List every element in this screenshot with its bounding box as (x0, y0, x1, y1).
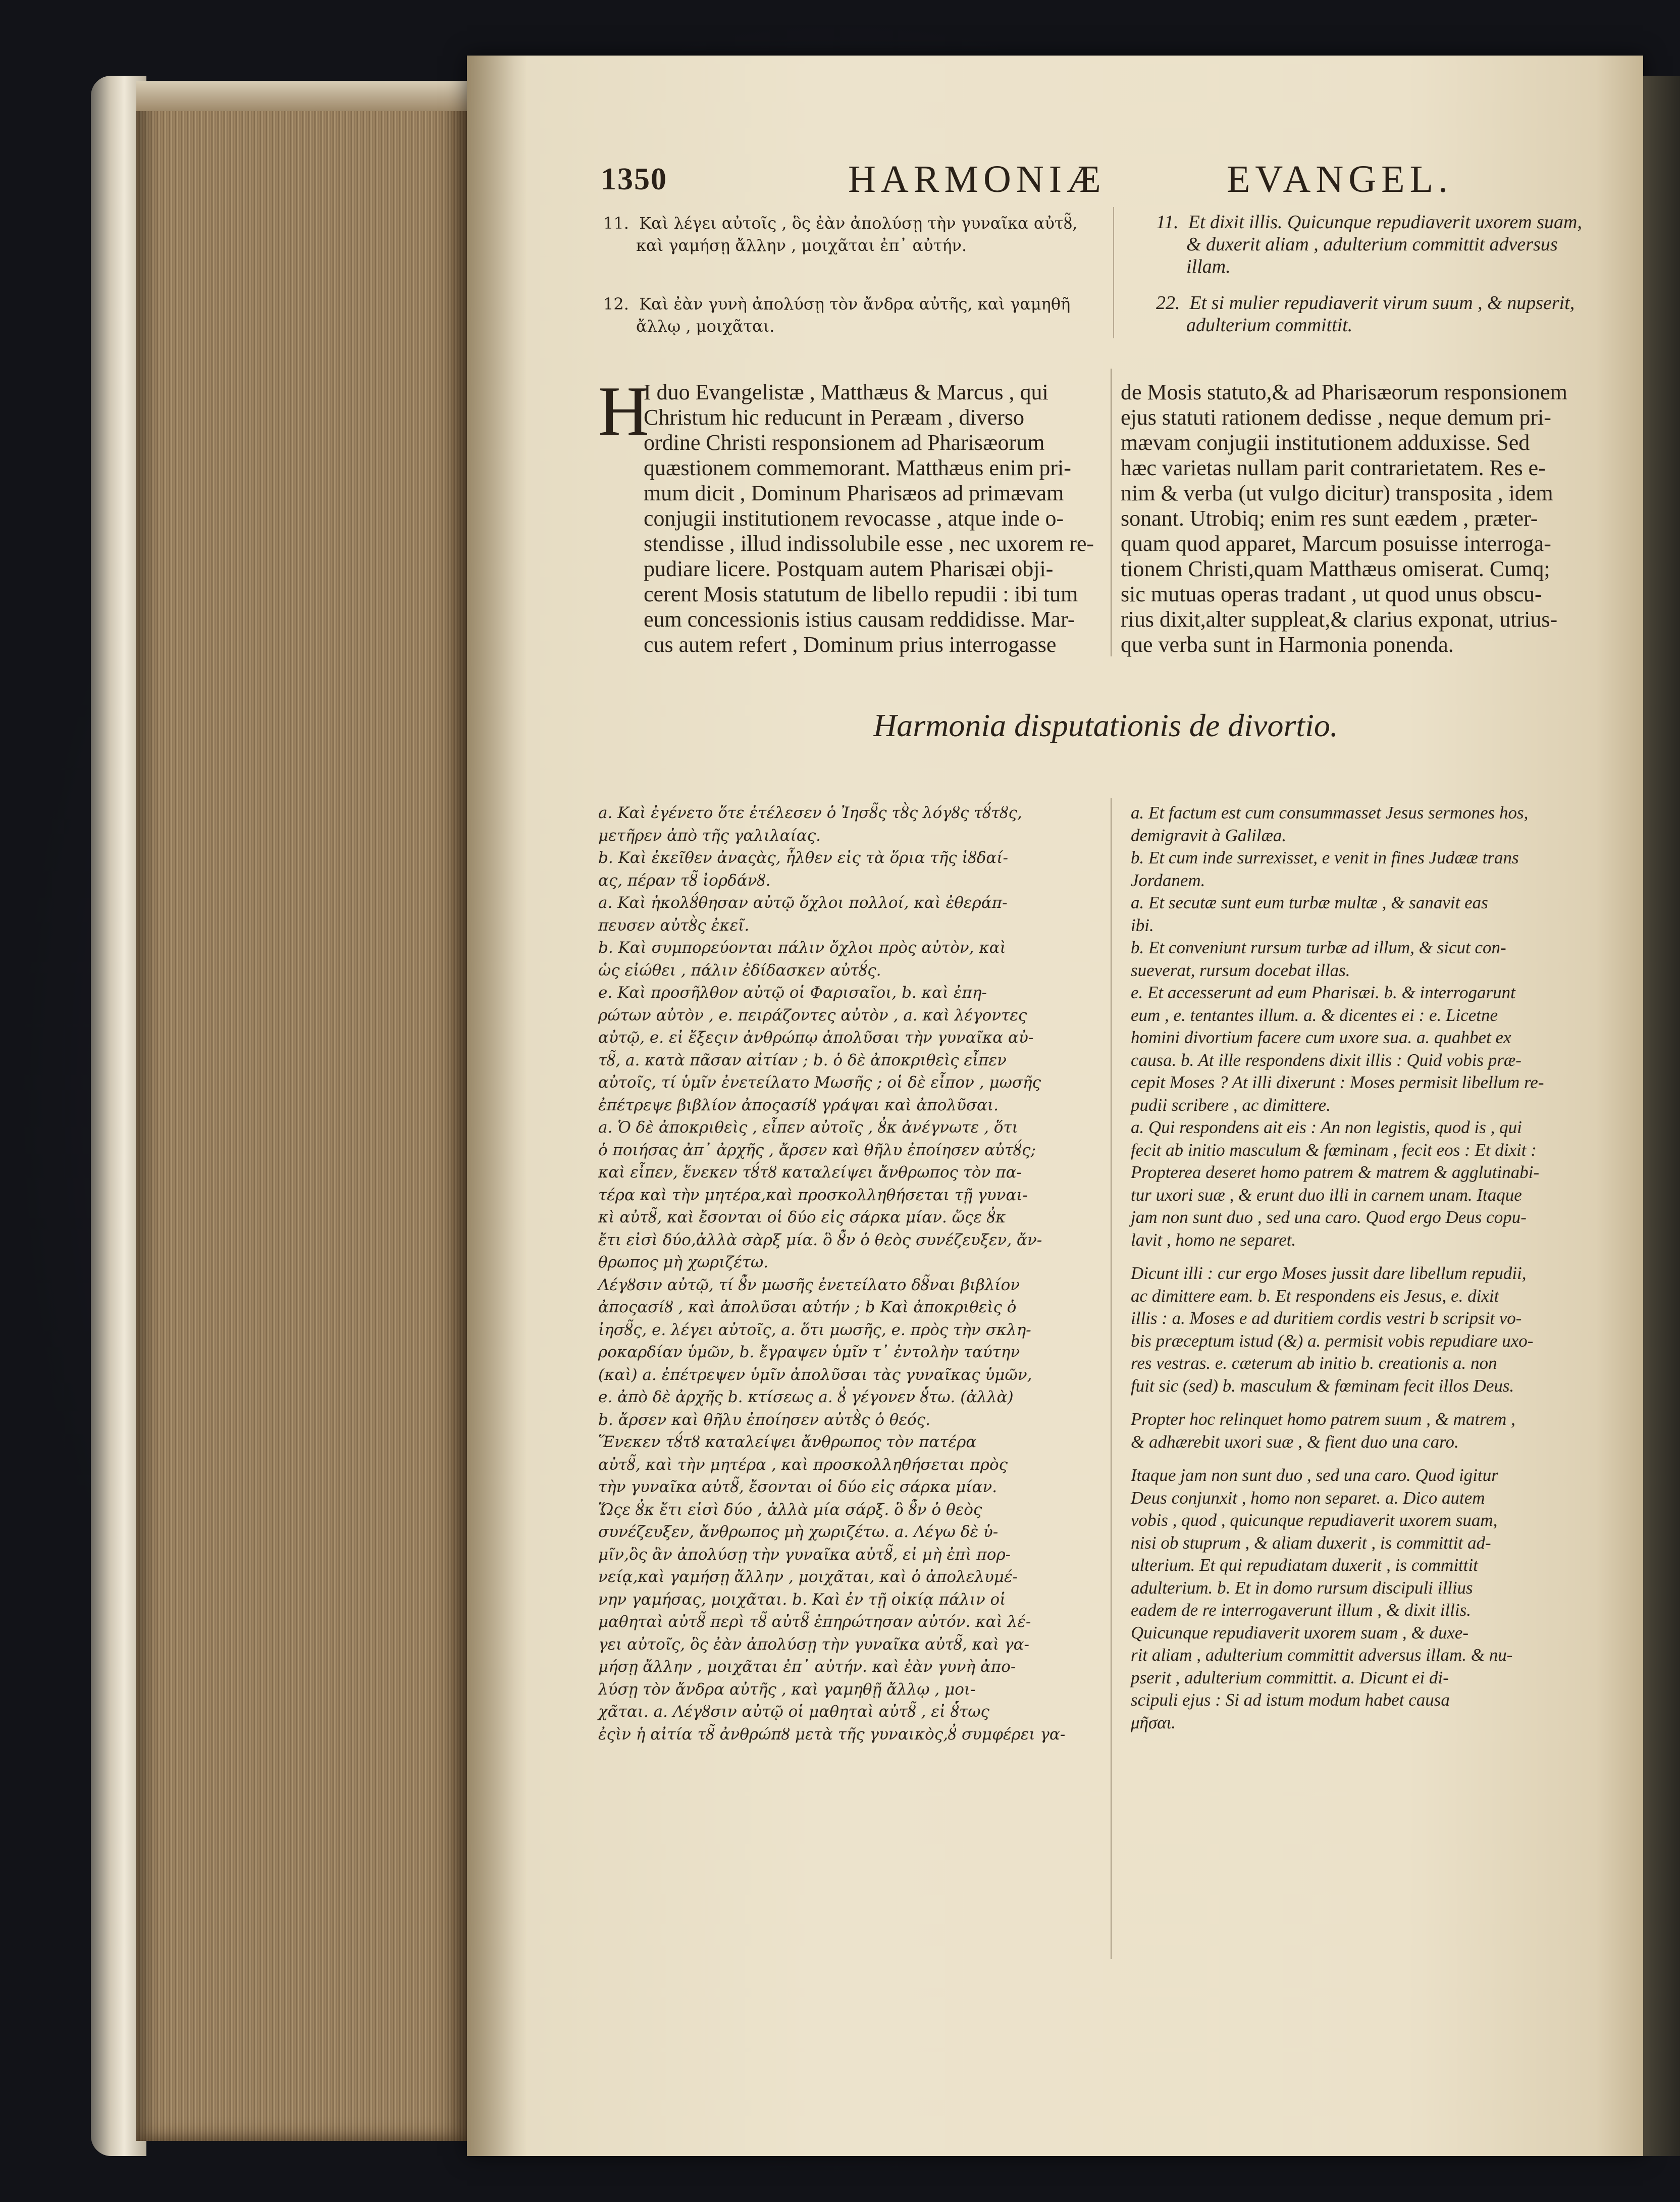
verse-line: & duxerit aliam , adulterium committit adversus (1186, 234, 1558, 255)
verse-greek-12 (603, 293, 1070, 315)
verse-line: ἄλλῳ , μοιχᾶται. (636, 317, 775, 336)
text-line (1131, 1453, 1544, 1464)
text-line: ὡς εἰώθει , πάλιν ἐδίδασκεν αὐτȣ́ς. (598, 961, 881, 980)
commentary-left-column (644, 380, 1094, 657)
column-rule (1111, 369, 1112, 656)
verse-latin-11 (1156, 211, 1582, 233)
text-line: bis præceptum istud (&) a. permisit vobis repudiare uxo- (1131, 1330, 1534, 1351)
verse-number: 12. (603, 294, 629, 314)
text-line: rius dixit,alter suppleat,& clarius exponat, utrius- (1121, 607, 1558, 632)
text-line: ac dimittere eam. b. Et respondens eis Jesus, e. dixit (1131, 1286, 1499, 1306)
text-line: nisi ob stuprum , & aliam duxerit , is committit ad- (1131, 1532, 1491, 1553)
text-line: conjugii institutionem revocasse , atque inde o- (644, 506, 1064, 531)
verse-number: 11. (603, 214, 629, 233)
text-line: fecit ab initio masculum & fœminam , fecit eos : Et dixit : (1131, 1140, 1537, 1160)
text-line: νείᾳ,καὶ γαμήσῃ ἄλλην , μοιχᾶται, καὶ ὁ ἀπολελυμέ- (598, 1568, 1018, 1586)
text-line: hæc varietas nullam parit contrarietatem. Res e- (1121, 455, 1546, 480)
text-line: cepit Moses ? At illi dixerunt : Moses permisit libellum re- (1131, 1072, 1544, 1092)
running-head-left: HARMONIÆ (848, 158, 1106, 200)
text-line: τȣ̃, a. κατὰ πᾶσαν αἰτίαν ; b. ὁ δὲ ἀποκριθεὶς εἶπεν (598, 1051, 1007, 1069)
text-line: quæstionem commemorant. Matthæus enim pri- (644, 455, 1071, 480)
verse-line: adulterium committit. (1186, 315, 1353, 336)
text-line: ibi. (1131, 915, 1154, 935)
text-line: αὐτῷ, e. εἰ ἔξεςιν ἀνθρώπῳ ἀπολῦσαι τὴν γυναῖκα αὐ- (598, 1029, 1034, 1047)
text-line: ἐπέτρεψε βιβλίον ἀποςασίȣ γράψαι καὶ ἀπολῦσαι. (598, 1096, 999, 1114)
column-rule (1111, 798, 1112, 1959)
text-line: b. ἄρσεν καὶ θῆλυ ἐποίησεν αὐτȣ̀ς ὁ θεός. (598, 1410, 930, 1429)
text-line: ροκαρδίαν ὑμῶν, b. ἔγραψεν ὑμῖν τ᾽ ἐντολὴν ταύτην (598, 1343, 1020, 1361)
harmony-latin-column (1131, 802, 1544, 1734)
facing-page-edge (1643, 76, 1680, 2156)
verse-line: Καὶ λέγει αὐτοῖς , ὃς ἐὰν ἀπολύσῃ τὴν γυναῖκα αὐτȣ̃, (639, 214, 1078, 233)
text-line: (καὶ) a. ἐπέτρεψεν ὑμῖν ἀπολῦσαι τὰς γυναῖκας ὑμῶν, (598, 1365, 1032, 1384)
verse-line: Καὶ ἐὰν γυνὴ ἀπολύσῃ τὸν ἄνδρα αὐτῆς, καὶ γαμηθῆ (639, 294, 1071, 314)
text-line: fuit sic (sed) b. masculum & fœminam fecit illos Deus. (1131, 1375, 1514, 1396)
text-line: ejus statuti rationem dedisse , neque demum pri- (1121, 405, 1551, 430)
text-line: pudii scribere , ac dimittere. (1131, 1095, 1331, 1115)
harmony-greek-column (598, 802, 1065, 1746)
text-line: ὁ ποιήσας ἀπ᾽ ἀρχῆς , ἄρσεν καὶ θῆλυ ἐποίησεν αὐτȣ́ς; (598, 1141, 1036, 1159)
text-line: demigravit à Galilæa. (1131, 825, 1287, 845)
text-line: κὶ αὐτȣ̃, καὶ ἔσονται οἱ δύο εἰς σάρκα μίαν. ὥςε ȣ̓κ (598, 1208, 1006, 1226)
text-line: lavit , homo ne separet. (1131, 1230, 1296, 1250)
commentary-right-column (1121, 380, 1567, 657)
text-line: μήσῃ ἄλλην , μοιχᾶται ἐπ᾽ αὐτήν. καὶ ἐὰν γυνὴ ἀπο- (598, 1658, 1016, 1676)
text-line: e. Καὶ προσῆλθον αὐτῷ οἱ Φαρισαῖοι, b. καὶ ἐπη- (598, 984, 987, 1002)
text-line: vobis , quod , quicunque repudiaverit uxorem suam, (1131, 1510, 1498, 1530)
text-line: Dicunt illi : cur ergo Moses jussit dare libellum repudii, (1131, 1263, 1527, 1283)
text-line: stendisse , illud indissolubile esse , nec uxorem re- (644, 531, 1094, 556)
section-title: Harmonia disputationis de divortio. (873, 707, 1338, 743)
text-line: ἀποςασίȣ , καὶ ἀπολῦσαι αὐτήν ; b Καὶ ἀποκριθεὶς ὁ (598, 1298, 1017, 1316)
text-line: τέρα καὶ τὴν μητέρα,καὶ προσκολληθήσεται τῇ γυναι- (598, 1186, 1028, 1204)
running-head-right: EVANGEL. (1227, 158, 1453, 200)
page-number: 1350 (601, 162, 667, 196)
text-line: Ἕνεκεν τȣ́τȣ καταλείψει ἄνθρωπος τὸν πατέρα (598, 1433, 977, 1451)
verse-line: Et si mulier repudiaverit virum suum , & nupserit, (1189, 292, 1575, 314)
text-line: b. Et cum inde surrexisset, e venit in fines Judææ trans (1131, 848, 1519, 867)
text-line: χᾶται. a. Λέγȣσιν αὐτῷ οἱ μαθηταὶ αὐτȣ̃ , εἰ ȣ̔́τως (598, 1703, 989, 1721)
verse-line: illam. (1186, 256, 1231, 277)
verse-line: καὶ γαμήσῃ ἄλλην , μοιχᾶται ἐπ᾽ αὐτήν. (636, 236, 967, 255)
text-line: e. Et accesserunt ad eum Pharisæi. b. & interrogarunt (1131, 983, 1515, 1002)
text-line: res vestras. e. cæterum ab initio b. creationis a. non (1131, 1353, 1497, 1373)
text-line: quam quod apparet, Marcum posuisse interroga- (1121, 531, 1551, 556)
page-block-edges (136, 81, 469, 2141)
text-line: a. Qui respondens ait eis : An non legistis, quod is , qui (1131, 1117, 1522, 1137)
text-line: Deus conjunxit , homo non separet. a. Dico autem (1131, 1488, 1485, 1508)
text-line: Propterea deseret homo patrem & matrem & agglutinabi- (1131, 1162, 1540, 1182)
text-line (1131, 1397, 1544, 1408)
text-line: causa. b. At ille respondens dixit illis : Quid vobis præ- (1131, 1050, 1521, 1070)
text-line: ἐςὶν ἡ αἰτία τȣ̃ ἀνθρώπȣ μετὰ τῆς γυναικὸς,ȣ̓ συμφέρει γα- (598, 1725, 1066, 1744)
column-rule (1113, 207, 1114, 338)
text-line: mum dicit , Dominum Pharisæos ad primævam (644, 481, 1064, 505)
verse-latin-22 (1156, 292, 1574, 314)
text-line: ρώτων αὐτὸν , e. πειράζοντες αὐτὸν , a. καὶ λέγοντες (598, 1006, 1027, 1025)
text-line: μῖν,ὃς ἂν ἀπολύσῃ τὴν γυναῖκα αὐτȣ̃, εἰ μὴ ἐπὶ πορ- (598, 1545, 1011, 1564)
text-line: Ὥςε ȣ̓κ ἔτι εἰσὶ δύο , ἀλλὰ μία σάρξ. ὃ ȣ̓̃ν ὁ θεὸς (598, 1500, 982, 1519)
text-line: λύσῃ τὸν ἄνδρα αὐτῆς , καὶ γαμηθῇ ἄλλῳ , μοι- (598, 1680, 976, 1699)
text-line: tur uxori suæ , & erunt duo illi in carnem unam. Itaque (1131, 1185, 1522, 1205)
text-line: αὐτȣ̃, καὶ τὴν μητέρα , καὶ προσκολληθήσεται πρὸς (598, 1455, 1008, 1474)
text-line: τὴν γυναῖκα αὐτȣ̃, ἔσονται οἱ δύο εἰς σάρκα μίαν. (598, 1478, 998, 1496)
text-line: illis : a. Moses e ad duritiem cordis vestri b scripsit vo- (1131, 1308, 1522, 1328)
text-line: tionem Christi,quam Matthæus omiserat. Cumq; (1121, 556, 1550, 581)
text-line: ἰησȣ̃ς, e. λέγει αὐτοῖς, a. ὅτι μωσῆς, e. πρὸς τὴν σκλη- (598, 1320, 1031, 1339)
text-line: b. Et conveniunt rursum turbæ ad illum, & sicut con- (1131, 938, 1506, 957)
text-line: Λέγȣσιν αὐτῷ, τί ȣ̓̃ν μωσῆς ἐνετείλατο δȣ̃ναι βιβλίον (598, 1275, 1020, 1294)
text-line: Jordanem. (1131, 870, 1205, 890)
text-line: Propter hoc relinquet homo patrem suum , & matrem , (1131, 1409, 1515, 1429)
text-line: ἔτι εἰσὶ δύο,ἀλλὰ σὰρξ μία. ὃ ȣ̓̃ν ὁ θεὸς συνέζευξεν, ἄν- (598, 1231, 1042, 1249)
text-line: cerent Mosis statutum de libello repudii : ibi tum (644, 582, 1078, 606)
text-line: γει αὐτοῖς, ὃς ἐὰν ἀπολύσῃ τὴν γυναῖκα αὐτȣ̃, καὶ γα- (598, 1635, 1029, 1654)
text-line: nim & verba (ut vulgo dicitur) transposita , idem (1121, 481, 1553, 505)
verse-number: 22. (1156, 292, 1180, 314)
text-line: sueverat, rursum docebat illas. (1131, 960, 1350, 980)
text-line: eum concessionis istius causam reddidisse. Mar- (644, 607, 1075, 632)
verse-greek-11 (603, 212, 1077, 234)
text-line: adulterium. b. Et in domo rursum discipuli illius (1131, 1577, 1473, 1598)
text-line: a. Et factum est cum consummasset Jesus sermones hos, (1131, 803, 1529, 823)
text-line: que verba sunt in Harmonia ponenda. (1121, 632, 1454, 657)
text-line: a. Καὶ ἐγένετο ὅτε ἐτέλεσεν ὁ Ἰησȣ̃ς τȣ̀ς λόγȣς τȣ́τȣς, (598, 804, 1022, 822)
gutter-shadow (467, 56, 528, 2156)
text-line: scipuli ejus : Si ad istum modum habet causa (1131, 1690, 1450, 1710)
text-line: Itaque jam non sunt duo , sed una caro. Quod igitur (1131, 1465, 1498, 1485)
text-line: ας, πέραν τȣ̃ ἰορδάνȣ. (598, 871, 771, 890)
text-line: ulterium. Et qui repudiatam duxerit , is committit (1131, 1555, 1478, 1575)
text-line: μετῆρεν ἀπὸ τῆς γαλιλαίας. (598, 826, 821, 845)
text-line: μῆσαι. (1131, 1712, 1176, 1732)
text-line: & adhærebit uxori suæ , & fient duo una caro. (1131, 1431, 1459, 1452)
text-line: mævam conjugii institutionem adduxisse. Sed (1121, 430, 1530, 455)
text-line: de Mosis statuto,& ad Pharisæorum responsionem (1121, 380, 1567, 404)
text-line: sic mutuas operas tradant , ut quod unus obscu- (1121, 582, 1542, 606)
text-line: θρωπος μὴ χωριζέτω. (598, 1253, 769, 1271)
text-line: rit aliam , adulterium committit adversus illam. & nu- (1131, 1645, 1513, 1665)
verse-line: Et dixit illis. Quicunque repudiaverit uxorem suam, (1188, 212, 1582, 233)
text-line: jam non sunt duo , sed una caro. Quod ergo Deus copu- (1131, 1207, 1527, 1227)
text-line: eum , e. tentantes illum. a. & dicentes ei : e. Licetne (1131, 1005, 1498, 1025)
text-line: a. Καὶ ἠκολȣ́θησαν αὐτῷ ὄχλοι πολλοί, καὶ ἐθεράπ- (598, 894, 1008, 912)
text-line: μαθηταὶ αὐτȣ̃ περὶ τȣ̃ αὐτȣ̃ ἐπηρώτησαν αὐτόν. καὶ λέ- (598, 1613, 1031, 1631)
text-line (1131, 1251, 1544, 1262)
text-line: pserit , adulterium committit. a. Dicunt ei di- (1131, 1667, 1449, 1687)
text-line: b. Καὶ συμπορεύονται πάλιν ὄχλοι πρὸς αὐτὸν, καὶ (598, 939, 1006, 957)
text-line: cus autem refert , Dominum prius interrogasse (644, 632, 1057, 657)
text-line: eadem de re interrogaverunt illum , & dixit illis. (1131, 1600, 1471, 1620)
text-line: pudiare licere. Postquam autem Pharisæi obji- (644, 556, 1054, 581)
text-line: αὐτοῖς, τί ὑμῖν ἐνετείλατο Μωσῆς ; οἱ δὲ εἶπον , μωσῆς (598, 1073, 1041, 1092)
text-line: homini divortium facere cum uxore sua. a. quahbet ex (1131, 1028, 1511, 1047)
text-line: συνέζευξεν, ἄνθρωπος μὴ χωριζέτω. a. Λέγω δὲ ὑ- (598, 1523, 999, 1541)
text-line: e. ἀπὸ δὲ ἀρχῆς b. κτίσεως a. ȣ̓ γέγονεν ȣ̔́τω. (ἀλλὰ) (598, 1388, 1014, 1406)
text-line: Quicunque repudiaverit uxorem suam , & duxe- (1131, 1622, 1469, 1643)
verse-number: 11. (1156, 212, 1179, 233)
drop-cap: H (598, 372, 650, 450)
text-line: b. Καὶ ἐκεῖθεν ἀναςὰς, ἦλθεν εἰς τὰ ὅρια τῆς ἰȣδαί- (598, 849, 1008, 867)
text-line: ordine Christi responsionem ad Pharisæorum (644, 430, 1045, 455)
text-line: a. Et secutæ sunt eum turbæ multæ , & sanavit eas (1131, 893, 1488, 912)
text-line: a. Ὁ δὲ ἀποκριθεὶς , εἶπεν αὐτοῖς , ȣ̓κ ἀνέγνωτε , ὅτι (598, 1118, 1018, 1137)
text-line: Christum hic reducunt in Peræam , diverso (644, 405, 1024, 430)
text-line: νην γαμήσας, μοιχᾶται. b. Καὶ ἐν τῇ οἰκίᾳ πάλιν οἱ (598, 1590, 1006, 1609)
text-line: sonant. Utrobiq; enim res sunt eædem , præter- (1121, 506, 1538, 531)
text-line: I duo Evangelistæ , Matthæus & Marcus , qui (644, 380, 1048, 404)
text-line: πευσεν αὐτȣ̀ς ἐκεῖ. (598, 916, 750, 935)
text-line: καὶ εἶπεν, ἕνεκεν τȣ́τȣ καταλείψει ἄνθρωπος τὸν πα- (598, 1163, 1022, 1182)
page-block-top (136, 81, 469, 111)
